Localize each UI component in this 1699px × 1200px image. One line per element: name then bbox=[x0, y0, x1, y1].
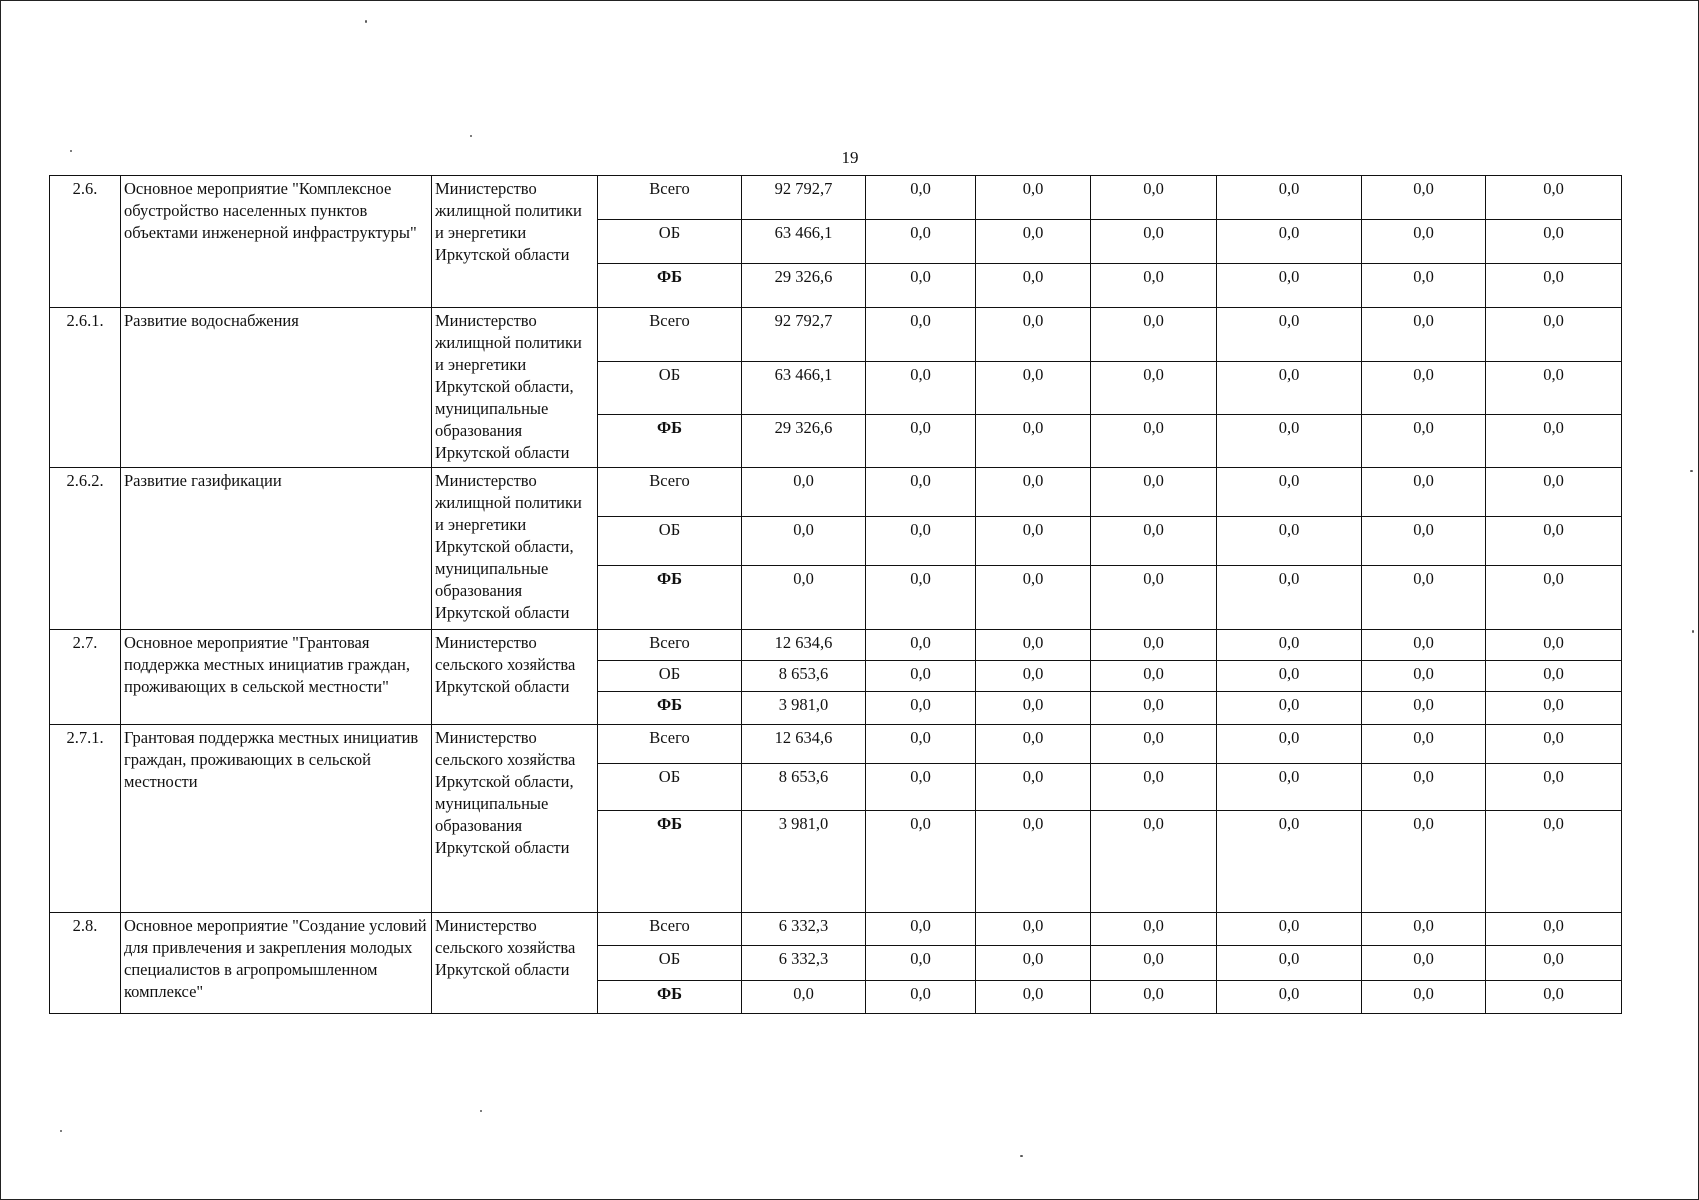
amount-cell: 0,0 bbox=[1486, 264, 1622, 308]
amount-cell: 0,0 bbox=[742, 981, 866, 1014]
amount-cell: 12 634,6 bbox=[742, 725, 866, 764]
amount-cell: 0,0 bbox=[742, 566, 866, 630]
amount-cell: 0,0 bbox=[1362, 308, 1486, 362]
amount-cell: 8 653,6 bbox=[742, 661, 866, 692]
amount-cell: 0,0 bbox=[1362, 692, 1486, 725]
amount-cell: 0,0 bbox=[866, 725, 976, 764]
amount-cell: 0,0 bbox=[976, 692, 1091, 725]
amount-cell: 0,0 bbox=[976, 362, 1091, 415]
item-executor: Министерство сельского хозяйства Иркутской области bbox=[432, 630, 598, 725]
amount-cell: 0,0 bbox=[1486, 981, 1622, 1014]
amount-cell: 0,0 bbox=[1217, 176, 1362, 220]
table-body bbox=[50, 176, 1622, 1014]
amount-cell: 0,0 bbox=[866, 415, 976, 468]
amount-cell: 0,0 bbox=[866, 661, 976, 692]
amount-cell: 0,0 bbox=[1486, 811, 1622, 913]
amount-cell: 6 332,3 bbox=[742, 946, 866, 981]
amount-cell: 0,0 bbox=[866, 220, 976, 264]
amount-cell: 0,0 bbox=[1217, 946, 1362, 981]
item-number: 2.8. bbox=[50, 913, 121, 1014]
amount-cell: 0,0 bbox=[976, 981, 1091, 1014]
amount-cell: 3 981,0 bbox=[742, 692, 866, 725]
amount-cell: 0,0 bbox=[976, 946, 1091, 981]
scan-speck bbox=[1020, 1155, 1023, 1157]
amount-cell: 0,0 bbox=[1091, 176, 1217, 220]
amount-cell: 0,0 bbox=[1486, 725, 1622, 764]
amount-cell: 0,0 bbox=[1217, 264, 1362, 308]
table-row bbox=[50, 308, 1622, 362]
table-row bbox=[50, 630, 1622, 661]
item-number: 2.7.1. bbox=[50, 725, 121, 913]
amount-cell: 0,0 bbox=[1486, 308, 1622, 362]
amount-cell: 0,0 bbox=[1217, 220, 1362, 264]
amount-cell: 0,0 bbox=[1091, 630, 1217, 661]
amount-cell: 0,0 bbox=[742, 468, 866, 517]
item-executor: Министерство сельского хозяйства Иркутской области bbox=[432, 913, 598, 1014]
amount-cell: 0,0 bbox=[1486, 913, 1622, 946]
scan-speck bbox=[70, 150, 72, 152]
amount-cell: 0,0 bbox=[866, 913, 976, 946]
amount-cell: 0,0 bbox=[742, 517, 866, 566]
amount-cell: 6 332,3 bbox=[742, 913, 866, 946]
amount-cell: 0,0 bbox=[976, 176, 1091, 220]
amount-cell: 0,0 bbox=[976, 661, 1091, 692]
amount-cell: 0,0 bbox=[1486, 517, 1622, 566]
item-executor: Министерство сельского хозяйства Иркутской области, муниципальные образования Иркутской области bbox=[432, 725, 598, 913]
amount-cell: 0,0 bbox=[1217, 981, 1362, 1014]
amount-cell: 0,0 bbox=[976, 220, 1091, 264]
amount-cell: 0,0 bbox=[1091, 308, 1217, 362]
funding-source: ФБ bbox=[598, 811, 742, 913]
amount-cell: 0,0 bbox=[1362, 264, 1486, 308]
budget-table bbox=[49, 175, 1622, 1014]
amount-cell: 0,0 bbox=[1362, 981, 1486, 1014]
amount-cell: 0,0 bbox=[1486, 946, 1622, 981]
amount-cell: 0,0 bbox=[1486, 415, 1622, 468]
amount-cell: 0,0 bbox=[866, 468, 976, 517]
amount-cell: 0,0 bbox=[1217, 913, 1362, 946]
amount-cell: 0,0 bbox=[1217, 811, 1362, 913]
item-executor: Министерство жилищной политики и энергетики Иркутской области, муниципальные образования Иркутской области bbox=[432, 468, 598, 630]
amount-cell: 0,0 bbox=[866, 308, 976, 362]
amount-cell: 0,0 bbox=[1362, 630, 1486, 661]
funding-source: ФБ bbox=[598, 566, 742, 630]
amount-cell: 0,0 bbox=[1091, 913, 1217, 946]
amount-cell: 0,0 bbox=[1217, 661, 1362, 692]
table-row bbox=[50, 725, 1622, 764]
amount-cell: 12 634,6 bbox=[742, 630, 866, 661]
amount-cell: 0,0 bbox=[1362, 913, 1486, 946]
amount-cell: 0,0 bbox=[866, 811, 976, 913]
amount-cell: 0,0 bbox=[866, 764, 976, 811]
amount-cell: 0,0 bbox=[1362, 811, 1486, 913]
table-row bbox=[50, 468, 1622, 517]
item-number: 2.6. bbox=[50, 176, 121, 308]
amount-cell: 3 981,0 bbox=[742, 811, 866, 913]
funding-source: ФБ bbox=[598, 692, 742, 725]
amount-cell: 0,0 bbox=[866, 176, 976, 220]
amount-cell: 0,0 bbox=[1091, 692, 1217, 725]
amount-cell: 0,0 bbox=[1091, 415, 1217, 468]
amount-cell: 0,0 bbox=[1217, 725, 1362, 764]
amount-cell: 0,0 bbox=[976, 630, 1091, 661]
amount-cell: 0,0 bbox=[1486, 764, 1622, 811]
amount-cell: 0,0 bbox=[1091, 468, 1217, 517]
funding-source: ФБ bbox=[598, 981, 742, 1014]
amount-cell: 0,0 bbox=[866, 946, 976, 981]
item-name: Развитие водоснабжения bbox=[121, 308, 432, 468]
amount-cell: 0,0 bbox=[1091, 725, 1217, 764]
scan-speck bbox=[365, 20, 367, 23]
amount-cell: 0,0 bbox=[1217, 362, 1362, 415]
amount-cell: 0,0 bbox=[976, 415, 1091, 468]
amount-cell: 0,0 bbox=[1091, 981, 1217, 1014]
item-name: Основное мероприятие "Комплексное обустройство населенных пунктов объектами инженерной инфраструктуры" bbox=[121, 176, 432, 308]
funding-source: Всего bbox=[598, 308, 742, 362]
amount-cell: 0,0 bbox=[1091, 220, 1217, 264]
funding-source: Всего bbox=[598, 913, 742, 946]
amount-cell: 0,0 bbox=[1486, 468, 1622, 517]
item-name: Развитие газификации bbox=[121, 468, 432, 630]
amount-cell: 8 653,6 bbox=[742, 764, 866, 811]
amount-cell: 0,0 bbox=[866, 264, 976, 308]
funding-source: Всего bbox=[598, 468, 742, 517]
amount-cell: 63 466,1 bbox=[742, 362, 866, 415]
funding-source: Всего bbox=[598, 725, 742, 764]
amount-cell: 0,0 bbox=[1486, 566, 1622, 630]
amount-cell: 0,0 bbox=[976, 468, 1091, 517]
page-number: 19 bbox=[841, 148, 859, 167]
item-name: Основное мероприятие "Создание условий для привлечения и закрепления молодых специалистов в агропромышленном комплексе" bbox=[121, 913, 432, 1014]
scan-speck bbox=[1692, 630, 1694, 633]
funding-source: ОБ bbox=[598, 764, 742, 811]
amount-cell: 0,0 bbox=[866, 362, 976, 415]
amount-cell: 29 326,6 bbox=[742, 264, 866, 308]
amount-cell: 0,0 bbox=[1217, 566, 1362, 630]
funding-source: Всего bbox=[598, 176, 742, 220]
table-row bbox=[50, 176, 1622, 220]
amount-cell: 0,0 bbox=[1486, 630, 1622, 661]
amount-cell: 0,0 bbox=[1486, 220, 1622, 264]
amount-cell: 0,0 bbox=[1091, 264, 1217, 308]
amount-cell: 0,0 bbox=[1091, 566, 1217, 630]
amount-cell: 0,0 bbox=[1217, 764, 1362, 811]
amount-cell: 0,0 bbox=[976, 764, 1091, 811]
funding-source: ОБ bbox=[598, 661, 742, 692]
amount-cell: 0,0 bbox=[866, 566, 976, 630]
amount-cell: 0,0 bbox=[1486, 362, 1622, 415]
amount-cell: 0,0 bbox=[1217, 630, 1362, 661]
funding-source: ФБ bbox=[598, 264, 742, 308]
amount-cell: 0,0 bbox=[1486, 176, 1622, 220]
amount-cell: 0,0 bbox=[1362, 415, 1486, 468]
funding-source: ОБ bbox=[598, 362, 742, 415]
amount-cell: 0,0 bbox=[1362, 468, 1486, 517]
amount-cell: 0,0 bbox=[976, 264, 1091, 308]
amount-cell: 0,0 bbox=[976, 811, 1091, 913]
item-executor: Министерство жилищной политики и энергетики Иркутской области, муниципальные образования Иркутской области bbox=[432, 308, 598, 468]
amount-cell: 0,0 bbox=[1362, 176, 1486, 220]
amount-cell: 0,0 bbox=[1362, 946, 1486, 981]
amount-cell: 0,0 bbox=[1091, 764, 1217, 811]
scan-speck bbox=[60, 1130, 62, 1132]
item-number: 2.6.1. bbox=[50, 308, 121, 468]
item-number: 2.7. bbox=[50, 630, 121, 725]
amount-cell: 0,0 bbox=[976, 725, 1091, 764]
amount-cell: 0,0 bbox=[866, 692, 976, 725]
amount-cell: 0,0 bbox=[1486, 692, 1622, 725]
amount-cell: 92 792,7 bbox=[742, 176, 866, 220]
amount-cell: 0,0 bbox=[1217, 308, 1362, 362]
amount-cell: 0,0 bbox=[976, 566, 1091, 630]
amount-cell: 0,0 bbox=[1091, 661, 1217, 692]
amount-cell: 0,0 bbox=[1091, 517, 1217, 566]
amount-cell: 29 326,6 bbox=[742, 415, 866, 468]
amount-cell: 0,0 bbox=[1486, 661, 1622, 692]
amount-cell: 0,0 bbox=[866, 981, 976, 1014]
amount-cell: 0,0 bbox=[1362, 517, 1486, 566]
scan-speck bbox=[480, 1110, 482, 1112]
item-number: 2.6.2. bbox=[50, 468, 121, 630]
funding-source: Всего bbox=[598, 630, 742, 661]
table-row bbox=[50, 913, 1622, 946]
funding-source: ОБ bbox=[598, 220, 742, 264]
amount-cell: 0,0 bbox=[1091, 362, 1217, 415]
amount-cell: 0,0 bbox=[866, 630, 976, 661]
amount-cell: 0,0 bbox=[1362, 220, 1486, 264]
amount-cell: 0,0 bbox=[1217, 415, 1362, 468]
amount-cell: 0,0 bbox=[1362, 661, 1486, 692]
amount-cell: 92 792,7 bbox=[742, 308, 866, 362]
scan-speck bbox=[1690, 470, 1693, 472]
amount-cell: 0,0 bbox=[1362, 764, 1486, 811]
amount-cell: 0,0 bbox=[1091, 946, 1217, 981]
item-name: Грантовая поддержка местных инициатив граждан, проживающих в сельской местности bbox=[121, 725, 432, 913]
scan-speck bbox=[470, 135, 472, 137]
amount-cell: 0,0 bbox=[1091, 811, 1217, 913]
amount-cell: 0,0 bbox=[1217, 517, 1362, 566]
amount-cell: 0,0 bbox=[1362, 725, 1486, 764]
amount-cell: 0,0 bbox=[976, 308, 1091, 362]
amount-cell: 0,0 bbox=[976, 913, 1091, 946]
item-executor: Министерство жилищной политики и энергетики Иркутской области bbox=[432, 176, 598, 308]
funding-source: ОБ bbox=[598, 517, 742, 566]
amount-cell: 63 466,1 bbox=[742, 220, 866, 264]
amount-cell: 0,0 bbox=[1217, 692, 1362, 725]
amount-cell: 0,0 bbox=[1217, 468, 1362, 517]
amount-cell: 0,0 bbox=[976, 517, 1091, 566]
amount-cell: 0,0 bbox=[1362, 566, 1486, 630]
funding-source: ФБ bbox=[598, 415, 742, 468]
amount-cell: 0,0 bbox=[866, 517, 976, 566]
amount-cell: 0,0 bbox=[1362, 362, 1486, 415]
funding-source: ОБ bbox=[598, 946, 742, 981]
item-name: Основное мероприятие "Грантовая поддержка местных инициатив граждан, проживающих в сельской местности" bbox=[121, 630, 432, 725]
